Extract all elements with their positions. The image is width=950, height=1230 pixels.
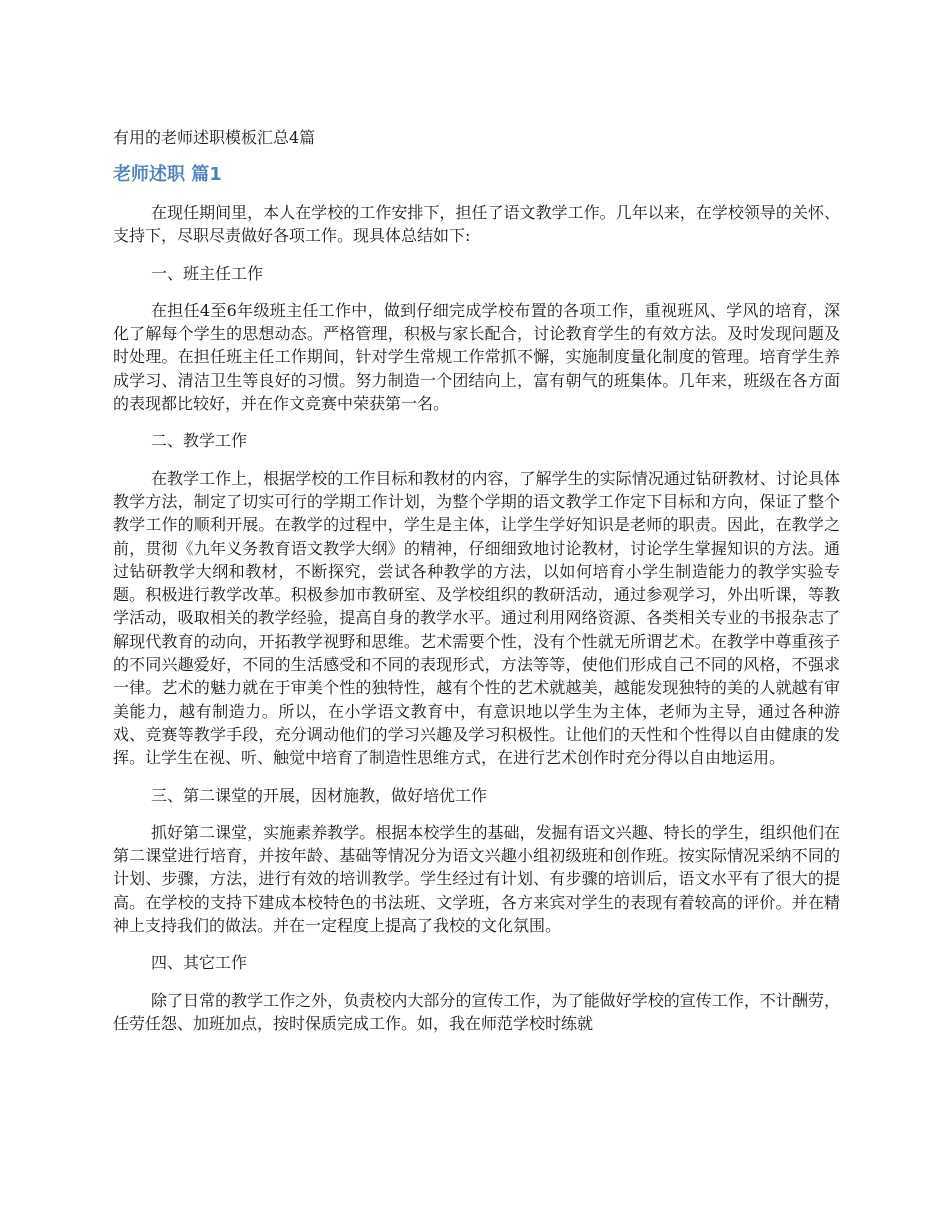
paragraph-other-work: 除了日常的教学工作之外，负责校内大部分的宣传工作，为了能做好学校的宣传工作，不计酬劳，任劳任怨、加班加点，按时保质完成工作。如，我在师范学校时练就	[113, 990, 840, 1033]
paragraph-teaching: 在教学工作上，根据学校的工作目标和教材的内容，了解学生的实际情况通过钻研教材、讨论具体教学方法，制定了切实可行的学期工作计划，为整个学期的语文教学工作定下目标和方向，保证了整个教学工作的顺利开展。在教学的过程中，学生是主体，让学生学好知识是老师的职责。因此，在教学之前，贯彻《九年义务教育语文教学大纲》的精神，仔细细致地讨论教材，讨论学生掌握知识的方法。通过钻研教学大纲和教材，不断探究，尝试各种教学的方法，以如何培育小学生制造能力的教学实验专题。积极进行教学改革。积极参加市教研室、及学校组织的教研活动，通过参观学习，外出听课，等教学活动，吸取相关的教学经验，提高自身的教学水平。通过利用网络资源、各类相关专业的书报杂志了解现代教育的动向，开拓教学视野和思维。艺术需要个性，没有个性就无所谓艺术。在教学中尊重孩子的不同兴趣爱好，不同的生活感受和不同的表现形式，方法等等，使他们形成自己不同的风格，不强求一律。艺术的魅力就在于审美个性的独特性，越有个性的艺术就越美，越能发现独特的美的人就越有审美能力，越有制造力。所以，在小学语文教育中，有意识地以学生为主体，老师为主导，通过各种游戏、竞赛等教学手段，充分调动他们的学习兴趣及学习积极性。让他们的天性和个性得以自由健康的发挥。让学生在视、听、触觉中培育了制造性思维方式，在进行艺术创作时充分得以自由地运用。	[113, 468, 840, 768]
section-heading: 老师述职 篇1	[113, 164, 222, 185]
subheading-second-classroom: 三、第二课堂的开展，因材施教，做好培优工作	[151, 785, 488, 805]
subheading-other-work: 四、其它工作	[151, 953, 248, 973]
subheading-teaching: 二、教学工作	[151, 431, 248, 451]
subheading-class-teacher: 一、班主任工作	[151, 263, 264, 283]
intro-paragraph: 在现任期间里，本人在学校的工作安排下，担任了语文教学工作。几年以来，在学校领导的关怀、支持下，尽职尽责做好各项工作。现具体总结如下:	[113, 203, 840, 246]
document-page	[113, 118, 840, 1035]
paragraph-class-teacher: 在担任4至6年级班主任工作中，做到仔细完成学校布置的各项工作，重视班风、学风的培育，深化了解每个学生的思想动态。严格管理，积极与家长配合，讨论教育学生的有效方法。及时发现问题及时处理。在担任班主任工作期间，针对学生常规工作常抓不懈，实施制度量化制度的管理。培育学生养成学习、清洁卫生等良好的习惯。努力制造一个团结向上，富有朝气的班集体。几年来，班级在各方面的表现都比较好，并在作文竞赛中荣获第一名。	[113, 300, 840, 414]
document-title: 有用的老师述职模板汇总4篇	[113, 128, 316, 147]
paragraph-second-classroom: 抓好第二课堂，实施素养教学。根据本校学生的基础，发掘有语文兴趣、特长的学生，组织他们在第二课堂进行培育，并按年龄、基础等情况分为语文兴趣小组初级班和创作班。按实际情况采纳不同的计划、步骤，方法，进行有效的培训教学。学生经过有计划、有步骤的培训后，语文水平有了很大的提高。在学校的支持下建成本校特色的书法班、文学班，各方来宾对学生的表现有着较高的评价。并在精神上支持我们的做法。并在一定程度上提高了我校的文化氛围。	[113, 822, 840, 936]
